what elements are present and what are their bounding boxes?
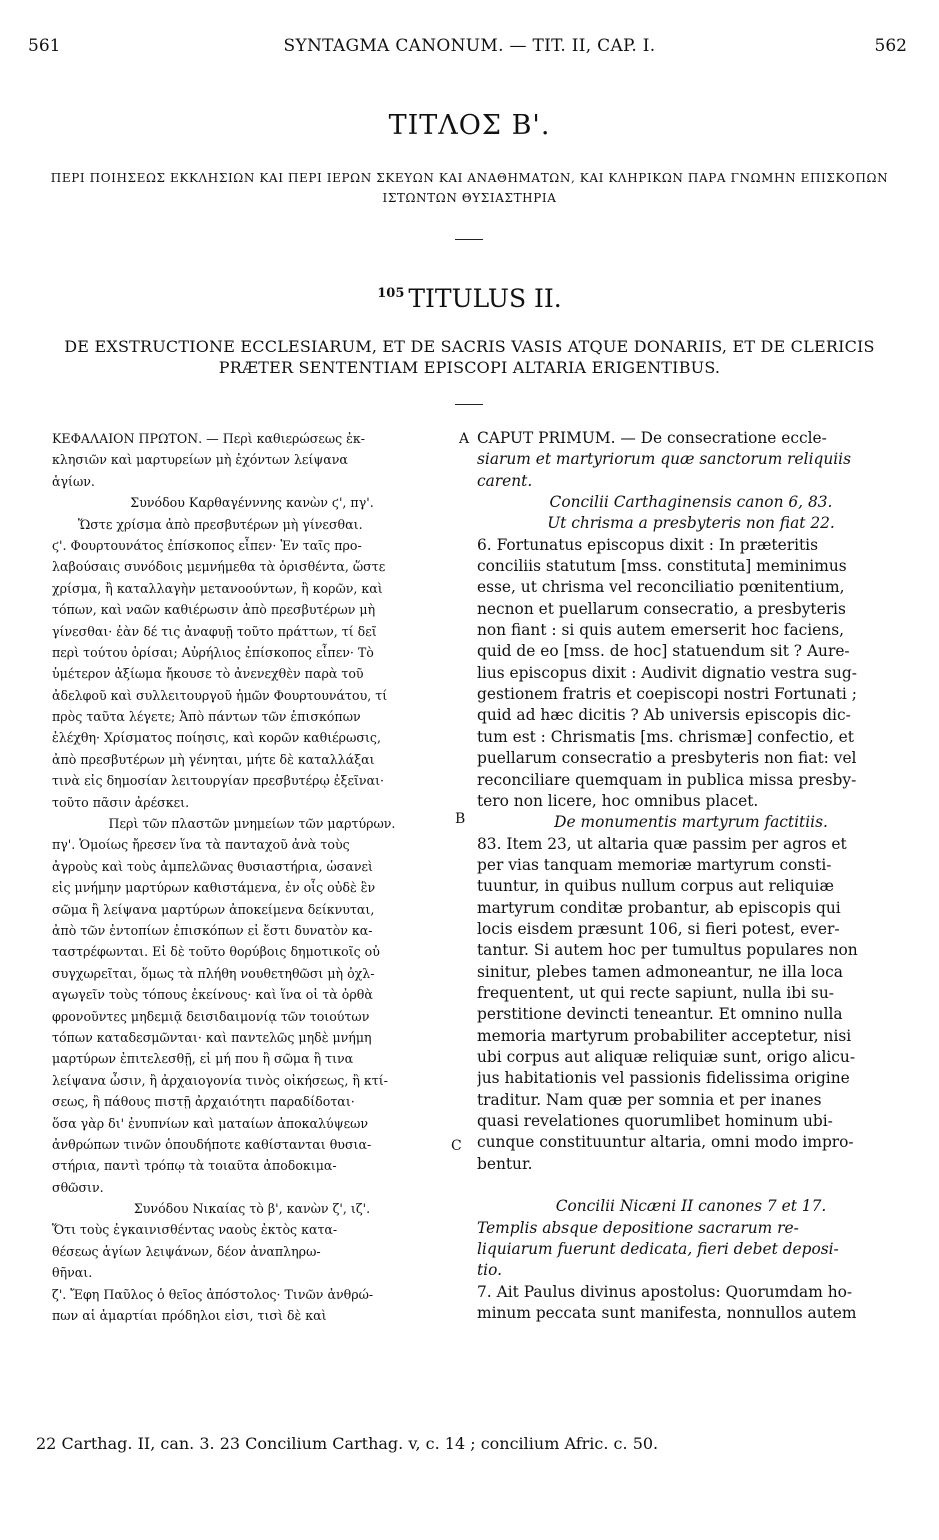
greek-line: τόπων καταδεσμῶνται· καὶ παντελῶς μηδὲ μνήμη bbox=[52, 1029, 372, 1045]
latin-line: 7. Ait Paulus divinus apostolus: Quorumdam ho- bbox=[477, 1282, 853, 1301]
margin-letter-a: A bbox=[459, 431, 470, 447]
greek-line: Ὅτι τοὺς ἐγκαινισθέντας ναοὺς ἐκτὸς κατα- bbox=[52, 1222, 338, 1238]
latin-line: CAPUT PRIMUM. — De consecratione eccle- bbox=[477, 429, 827, 447]
subtitle-divider bbox=[455, 404, 483, 405]
latin-line: esse, ut chrisma vel reconciliatio pœnitentium, bbox=[477, 578, 845, 597]
greek-line: εἰς μνήμην μαρτύρων καθιστάμενα, ἐν οἷς οὐδὲ ἓν bbox=[52, 880, 376, 896]
latin-line: ubi corpus aut aliquæ reliquiæ sunt, origo alicu- bbox=[477, 1047, 856, 1066]
latin-line: tio. bbox=[477, 1261, 502, 1280]
latin-line: reconciliare quemquam in publica missa presby- bbox=[477, 770, 857, 789]
greek-line: Ὥστε χρίσμα ἀπὸ πρεσβυτέρων μὴ γίνεσθαι. bbox=[78, 516, 363, 532]
greek-line: ϛ'. Φουρτουνάτος ἐπίσκοπος εἶπεν· Ἐν ταῖς προ- bbox=[52, 537, 362, 553]
latin-line: 6. Fortunatus episcopus dixit : In præteritis bbox=[477, 535, 818, 554]
greek-line: ἐλέχθη· Χρίσματος ποίησις, καὶ κορῶν καθιέρωσις, bbox=[52, 730, 381, 746]
page-number-left: 561 bbox=[28, 36, 61, 56]
latin-line: Concilii Nicæni II canones 7 et 17. bbox=[555, 1197, 827, 1216]
latin-line: liquiarum fuerunt dedicata, fieri debet deposi- bbox=[477, 1240, 839, 1259]
greek-line: πων αἱ ἁμαρτίαι πρόδηλοι εἰσι, τισὶ δὲ καὶ bbox=[52, 1308, 327, 1324]
latin-line: bentur. bbox=[477, 1154, 533, 1173]
greek-line: ἁγίων. bbox=[52, 473, 95, 489]
latin-line: gestionem fratris et coepiscopi nostri Fortunati ; bbox=[477, 685, 857, 704]
margin-letter-b: B bbox=[455, 811, 466, 827]
greek-subtitle: ΠΕΡΙ ΠΟΙΗΣΕΩΣ ΕΚΚΛΗΣΙΩΝ ΚΑΙ ΠΕΡΙ ΙΕΡΩΝ ΣΚΕΥΩΝ ΚΑΙ ΑΝΑΘΗΜΑΤΩΝ, ΚΑΙ ΚΛΗΡΙΚΩΝ ΠΑΡΑ ΓΝΩΜΗΝ ΕΠΙΣΚΟΠΩΝ ΙΣΤΩΝΤΩΝ ΘΥΣΙΑΣΤΗΡΙΑ bbox=[50, 171, 889, 205]
column-marker: 105 bbox=[377, 286, 405, 301]
latin-line: carent. bbox=[477, 471, 533, 490]
greek-line: περὶ τούτου ὁρίσαι; Αὐρήλιος ἐπίσκοπος εἶπεν· Τὸ bbox=[52, 644, 374, 660]
latin-blank-line bbox=[477, 1175, 905, 1196]
greek-line: ΚΕΦΑΛΑΙΟΝ ΠΡΩΤΟΝ. — Περὶ καθιερώσεως ἐκ- bbox=[52, 431, 366, 446]
latin-line: martyrum conditæ probantur, ab episcopis qui bbox=[477, 898, 841, 917]
latin-subtitle: DE EXSTRUCTIONE ECCLESIARUM, ET DE SACRIS VASIS ATQUE DONARIIS, ET DE CLERICIS PRÆTER SENTENTIAM EPISCOPI ALTARIA ERIGENTIBUS. bbox=[64, 337, 875, 377]
greek-line: Συνόδου Καρθαγένννης κανὼν ϛ', πγ'. bbox=[130, 495, 374, 511]
greek-line: θέσεως ἁγίων λειψάνων, δέον ἀναπληρω- bbox=[52, 1243, 321, 1259]
greek-line: γίνεσθαι· ἐὰν δέ τις ἀναφυῇ τοῦτο πράττων, τί δεῖ bbox=[52, 623, 377, 639]
greek-line: σθῶσιν. bbox=[52, 1179, 104, 1195]
latin-line: minum peccata sunt manifesta, nonnullos autem bbox=[477, 1304, 857, 1323]
latin-title-text: TITULUS II. bbox=[408, 284, 562, 313]
latin-line: per vias tanquam memoriæ martyrum consti- bbox=[477, 855, 832, 874]
latin-line: traditur. Nam quæ per somnia et per inanes bbox=[477, 1090, 822, 1109]
greek-line: ὑμέτερον ἀξίωμα ἤκουσε τὸ ἀνενεχθὲν παρὰ τοῦ bbox=[52, 666, 364, 682]
greek-line: στήρια, παντὶ τρόπῳ τὰ τοιαῦτα ἀποδοκιμα- bbox=[52, 1158, 337, 1174]
greek-title: ΤΙΤΛΟΣ Β'. bbox=[388, 110, 551, 141]
greek-line: σεως, ἢ πάθους πιστῇ ἀρχαιότητι παραδίδοται· bbox=[52, 1094, 355, 1110]
greek-line: πρὸς ταῦτα λέγετε; Ἀπὸ πάντων τῶν ἐπισκόπων bbox=[52, 709, 361, 725]
latin-line: 83. Item 23, ut altaria quæ passim per agros et bbox=[477, 834, 847, 853]
greek-line: τόπων, καὶ ναῶν καθιέρωσιν ἀπὸ πρεσβυτέρων μὴ bbox=[52, 602, 376, 618]
margin-letter-c: C bbox=[451, 1138, 462, 1154]
greek-column bbox=[52, 428, 452, 1326]
greek-line: αγωγεῖν τοὺς τόπους ἐκείνους· καὶ ἵνα οἱ τὰ ὀρθὰ bbox=[52, 987, 373, 1003]
page-number-right: 562 bbox=[874, 36, 907, 56]
latin-line: frequentent, ut qui recte sapiunt, nulla ibi su- bbox=[477, 983, 834, 1002]
greek-line: λείψανα ὦσιν, ἢ ἀρχαιογονία τινὸς οἰκήσεως, ἢ κτί- bbox=[52, 1072, 388, 1088]
latin-line: Ut chrisma a presbyteris non fiat 22. bbox=[547, 514, 835, 533]
latin-line: Concilii Carthaginensis canon 6, 83. bbox=[549, 493, 833, 512]
greek-line: ταστρέφωνται. Εἰ δὲ τοῦτο θορύβοις δημοτικοῖς οὐ bbox=[52, 944, 380, 960]
latin-line: memoria martyrum probabiliter acceptetur, nisi bbox=[477, 1026, 852, 1045]
latin-line: jus habitationis vel passionis fidelissima origine bbox=[477, 1069, 850, 1088]
latin-line: necnon et puellarum consecratio, a presbyteris bbox=[477, 599, 846, 618]
footnotes: 22 Carthag. II, can. 3. 23 Concilium Carthag. v, c. 14 ; concilium Afric. c. 50. bbox=[36, 1434, 659, 1453]
greek-line: ζ'. Ἔφη Παῦλος ὁ θεῖος ἀπόστολος· Τινῶν ἀνθρώ- bbox=[52, 1286, 374, 1302]
latin-line: conciliis statutum [mss. constituta] meminimus bbox=[477, 557, 847, 576]
latin-line: locis eisdem præsunt 106, si fieri potest, ever- bbox=[477, 919, 840, 938]
greek-line: ἀπὸ τῶν ἐντοπίων ἐπισκόπων εἰ ἔστι δυνατὸν κα- bbox=[52, 922, 373, 938]
greek-line: ὅσα γὰρ δι' ἐνυπνίων καὶ ματαίων ἀποκαλύψεων bbox=[52, 1115, 369, 1131]
greek-line: ἀγροὺς καὶ τοὺς ἀμπελῶνας θυσιαστήρια, ὡσανεὶ bbox=[52, 858, 373, 874]
greek-line: θῆναι. bbox=[52, 1265, 93, 1281]
latin-line: non fiant : si quis autem emerserit hoc faciens, bbox=[477, 621, 844, 640]
latin-line: quid de eo [mss. de hoc] statuendum sit ? Aure- bbox=[477, 642, 850, 661]
latin-line: puellarum consecratio a presbyteris non fiat: vel bbox=[477, 749, 857, 768]
greek-line: πγ'. Ὁμοίως ἤρεσεν ἵνα τὰ πανταχοῦ ἀνὰ τοὺς bbox=[52, 837, 350, 853]
latin-line: tero non licere, hoc omnibus placet. bbox=[477, 791, 759, 810]
latin-column bbox=[477, 428, 905, 1324]
title-divider bbox=[455, 239, 483, 240]
latin-line: sinitur, plebes tamen admoneantur, ne illa loca bbox=[477, 962, 843, 981]
greek-line: Συνόδου Νικαίας τὸ β', κανὼν ζ', ιζ'. bbox=[133, 1201, 371, 1217]
latin-line: tantur. Si autem hoc per tumultus populares non bbox=[477, 941, 858, 960]
latin-line: tum est : Chrismatis [ms. chrismæ] confectio, et bbox=[477, 727, 854, 746]
latin-line: Templis absque depositione sacrarum re- bbox=[477, 1218, 799, 1237]
greek-line: σῶμα ἢ λείψανα μαρτύρων ἀποκείμενα δείκνυται, bbox=[52, 901, 375, 917]
running-head: SYNTAGMA CANONUM. — TIT. II, CAP. I. bbox=[283, 36, 656, 56]
greek-line: ἀνθρώπων τινῶν ὁπουδήποτε καθίστανται θυσια- bbox=[52, 1136, 372, 1152]
greek-line: φρονοῦντες μηδεμιᾷ δεισιδαιμονίᾳ τῶν τοιούτων bbox=[52, 1008, 370, 1024]
latin-line: cunque constituuntur altaria, omni modo impro- bbox=[477, 1133, 854, 1152]
greek-line: χρίσμα, ἢ καταλλαγὴν μετανοούντων, ἢ κορῶν, καὶ bbox=[52, 580, 383, 596]
latin-line: siarum et martyriorum quæ sanctorum reliquiis bbox=[477, 450, 851, 469]
latin-line: quid ad hæc dicitis ? Ab universis episcopis dic- bbox=[477, 706, 851, 725]
latin-title bbox=[0, 284, 939, 313]
greek-line: μαρτύρων ἐπιτελεσθῇ, εἰ μή που ἢ σῶμα ἢ τινα bbox=[52, 1051, 354, 1067]
greek-line: τινὰ εἰς δημοσίαν λειτουργίαν πρεσβυτέρῳ ἐξεῖναι· bbox=[52, 773, 385, 789]
greek-line: κλησιῶν καὶ μαρτυρείων μὴ ἐχόντων λείψανα bbox=[52, 452, 348, 468]
greek-line: τοῦτο πᾶσιν ἀρέσκει. bbox=[52, 794, 190, 810]
greek-line: ἀδελφοῦ καὶ συλλειτουργοῦ ἡμῶν Φουρτουνάτου, τί bbox=[52, 687, 388, 703]
greek-line: Περὶ τῶν πλαστῶν μνημείων τῶν μαρτύρων. bbox=[108, 816, 396, 832]
latin-line: De monumentis martyrum factitiis. bbox=[554, 813, 828, 832]
greek-line: συγχωρεῖται, ὅμως τὰ πλήθη νουθετηθῶσι μὴ ὀχλ- bbox=[52, 965, 375, 981]
greek-line: ἀπὸ πρεσβυτέρων μὴ γένηται, μήτε δὲ καταλλάξαι bbox=[52, 751, 375, 767]
latin-line: lius episcopus dixit : Audivit dignatio vestra sug- bbox=[477, 663, 857, 682]
latin-line: perstitione devincti teneantur. Et omnino nulla bbox=[477, 1005, 843, 1024]
latin-line: quasi revelationes quorumlibet hominum ubi- bbox=[477, 1112, 833, 1130]
latin-line: tuuntur, in quibus nullum corpus aut reliquiæ bbox=[477, 877, 834, 896]
greek-line: λαβούσαις συνόδοις μεμνήμεθα τὰ ὁρισθέντα, ὥστε bbox=[52, 559, 386, 575]
